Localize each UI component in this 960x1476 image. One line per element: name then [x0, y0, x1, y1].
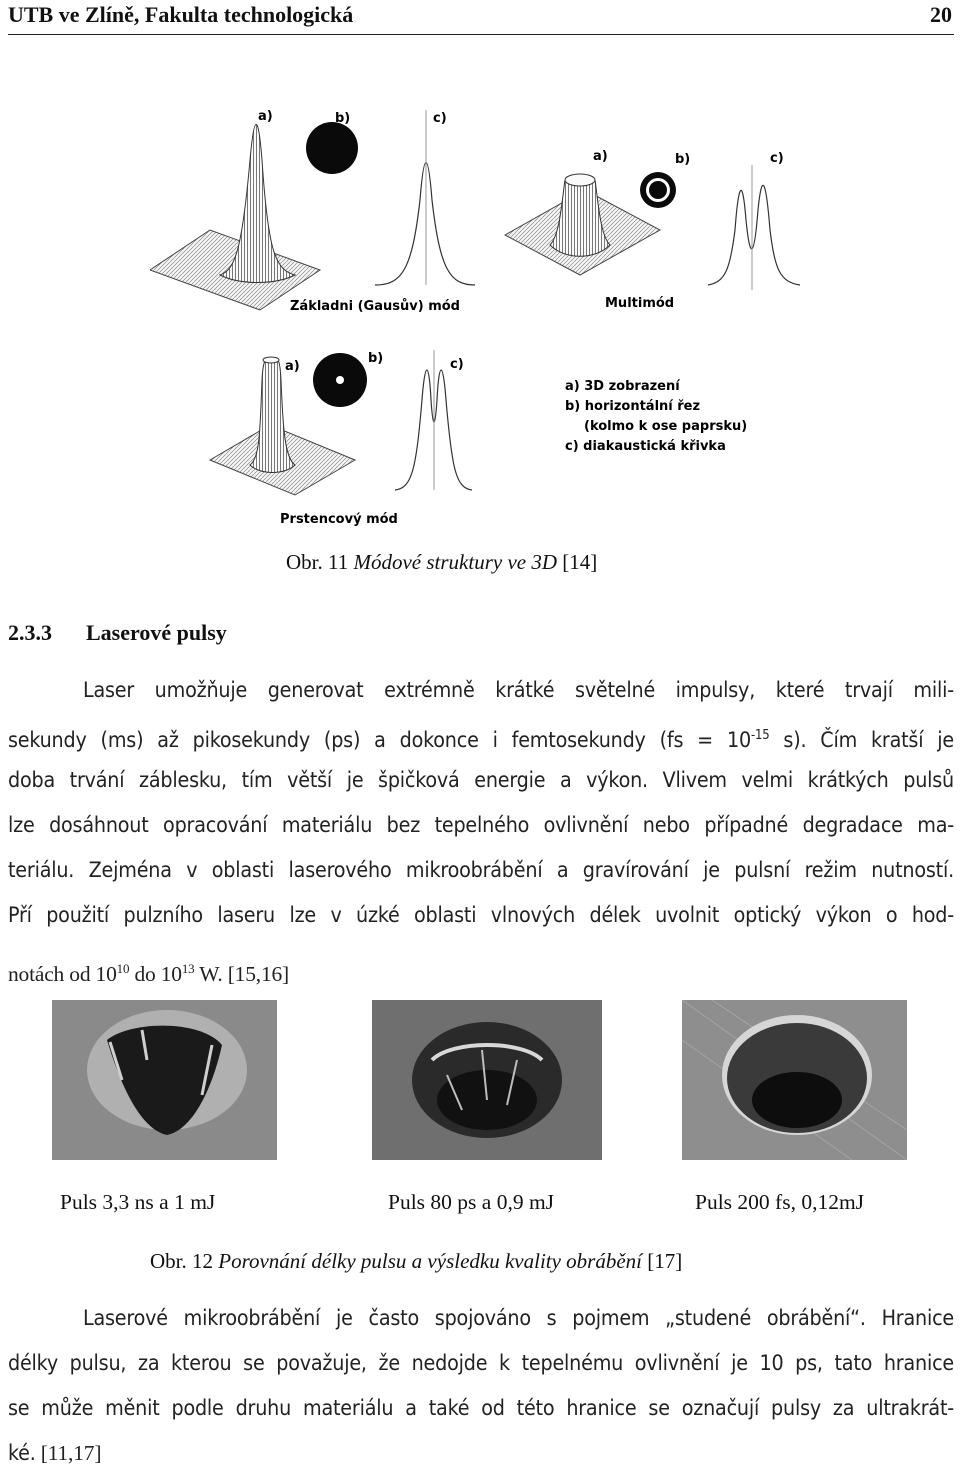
photo-label-ps: Puls 80 ps a 0,9 mJ — [388, 1190, 555, 1214]
gauss-c-label: c) — [433, 111, 447, 126]
figure12-caption: Obr. 12 Porovnání délky pulsu a výsledku kvality obrábění [17] — [150, 1249, 683, 1273]
section-heading — [8, 620, 227, 646]
gauss-a-label: a) — [258, 109, 273, 124]
svg-text:c): c) — [770, 151, 784, 166]
gauss-3d-plot — [150, 124, 320, 310]
gauss-b-label: b) — [335, 111, 351, 126]
svg-text:c) diakaustická křivka: c) diakaustická křivka — [565, 439, 726, 454]
svg-text:(kolmo k ose paprsku): (kolmo k ose paprsku) — [584, 419, 748, 434]
mode-legend — [565, 379, 747, 454]
photo-label-ns: Puls 3,3 ns a 1 mJ — [60, 1190, 216, 1214]
section-title: Laserové pulsy — [86, 620, 227, 645]
svg-text:a) 3D zobrazení: a) 3D zobrazení — [565, 379, 680, 394]
photo-label-fs: Puls 200 fs, 0,12mJ — [695, 1190, 865, 1214]
multimode-3d-plot — [505, 174, 660, 275]
svg-text:c): c) — [450, 357, 464, 372]
page-header — [8, 0, 954, 35]
multimode-caption: Multimód — [605, 296, 675, 311]
section-number: 2.3.3 — [8, 620, 52, 645]
gauss-caption: Základni (Gausův) mód — [290, 299, 460, 314]
gauss-cross-section — [306, 122, 358, 174]
svg-text:b) horizontální řez: b) horizontální řez — [565, 399, 701, 414]
photo-ps-pulse-hole — [372, 1000, 602, 1160]
svg-text:a): a) — [593, 149, 608, 164]
mode-structures-figure — [150, 70, 850, 540]
mode-structures-illustration — [150, 70, 850, 540]
pulse-comparison-photos — [52, 1000, 912, 1160]
figure11-caption: Obr. 11 Módové struktury ve 3D [14] — [286, 550, 598, 574]
svg-text:b): b) — [368, 351, 384, 366]
paragraph-laser-pulses: Laser umožňuje generovat extrémně krátké světelné impulsy, které trvají mili- sekundy (ms) až pikosekundy (ps) a dokonce i femtosekundy ($fs = 10^{-15}$ s). Čím kratší je doba trvání záblesku, tím větší je špičková energie a výkon. Vlivem velmi krátkých pulsů lze dosáhnout opracování materiálu bez tepelného ovlivnění nebo případné degradace ma- teriálu. Zejména v oblasti laserového mikroobrábění a gravírování je pulsní režim nutností. Pří použití pulzního laseru lze v úzké oblasti vlnových délek uvolnit optický výkon o hod- notách od $10^{10}$ do $10^{13}$ W. [15,16] — [8, 678, 954, 987]
photo-ns-pulse-hole — [52, 1000, 277, 1160]
page-number: 20 — [930, 2, 952, 27]
multimode-caustic-curve — [708, 185, 800, 285]
svg-text:b): b) — [675, 152, 691, 167]
svg-text:a): a) — [285, 359, 300, 374]
photo-fs-pulse-hole — [682, 1000, 907, 1160]
header-title: UTB ve Zlíně, Fakulta technologická — [8, 2, 354, 27]
gauss-caustic-curve — [375, 163, 475, 286]
ring-caption: Prstencový mód — [280, 512, 398, 527]
paragraph-cold-machining: Laserové mikroobrábění je často spojováno s pojmem „studené obrábění“. Hranice délky pulsu, za kterou se považuje, že nedojde k tepelnému ovlivnění je 10 ps, tato hranice se může měnit podle druhu materiálu a také od této hranice se označují pulsy za ultrakrát- ké. [11,17] — [8, 1306, 954, 1466]
